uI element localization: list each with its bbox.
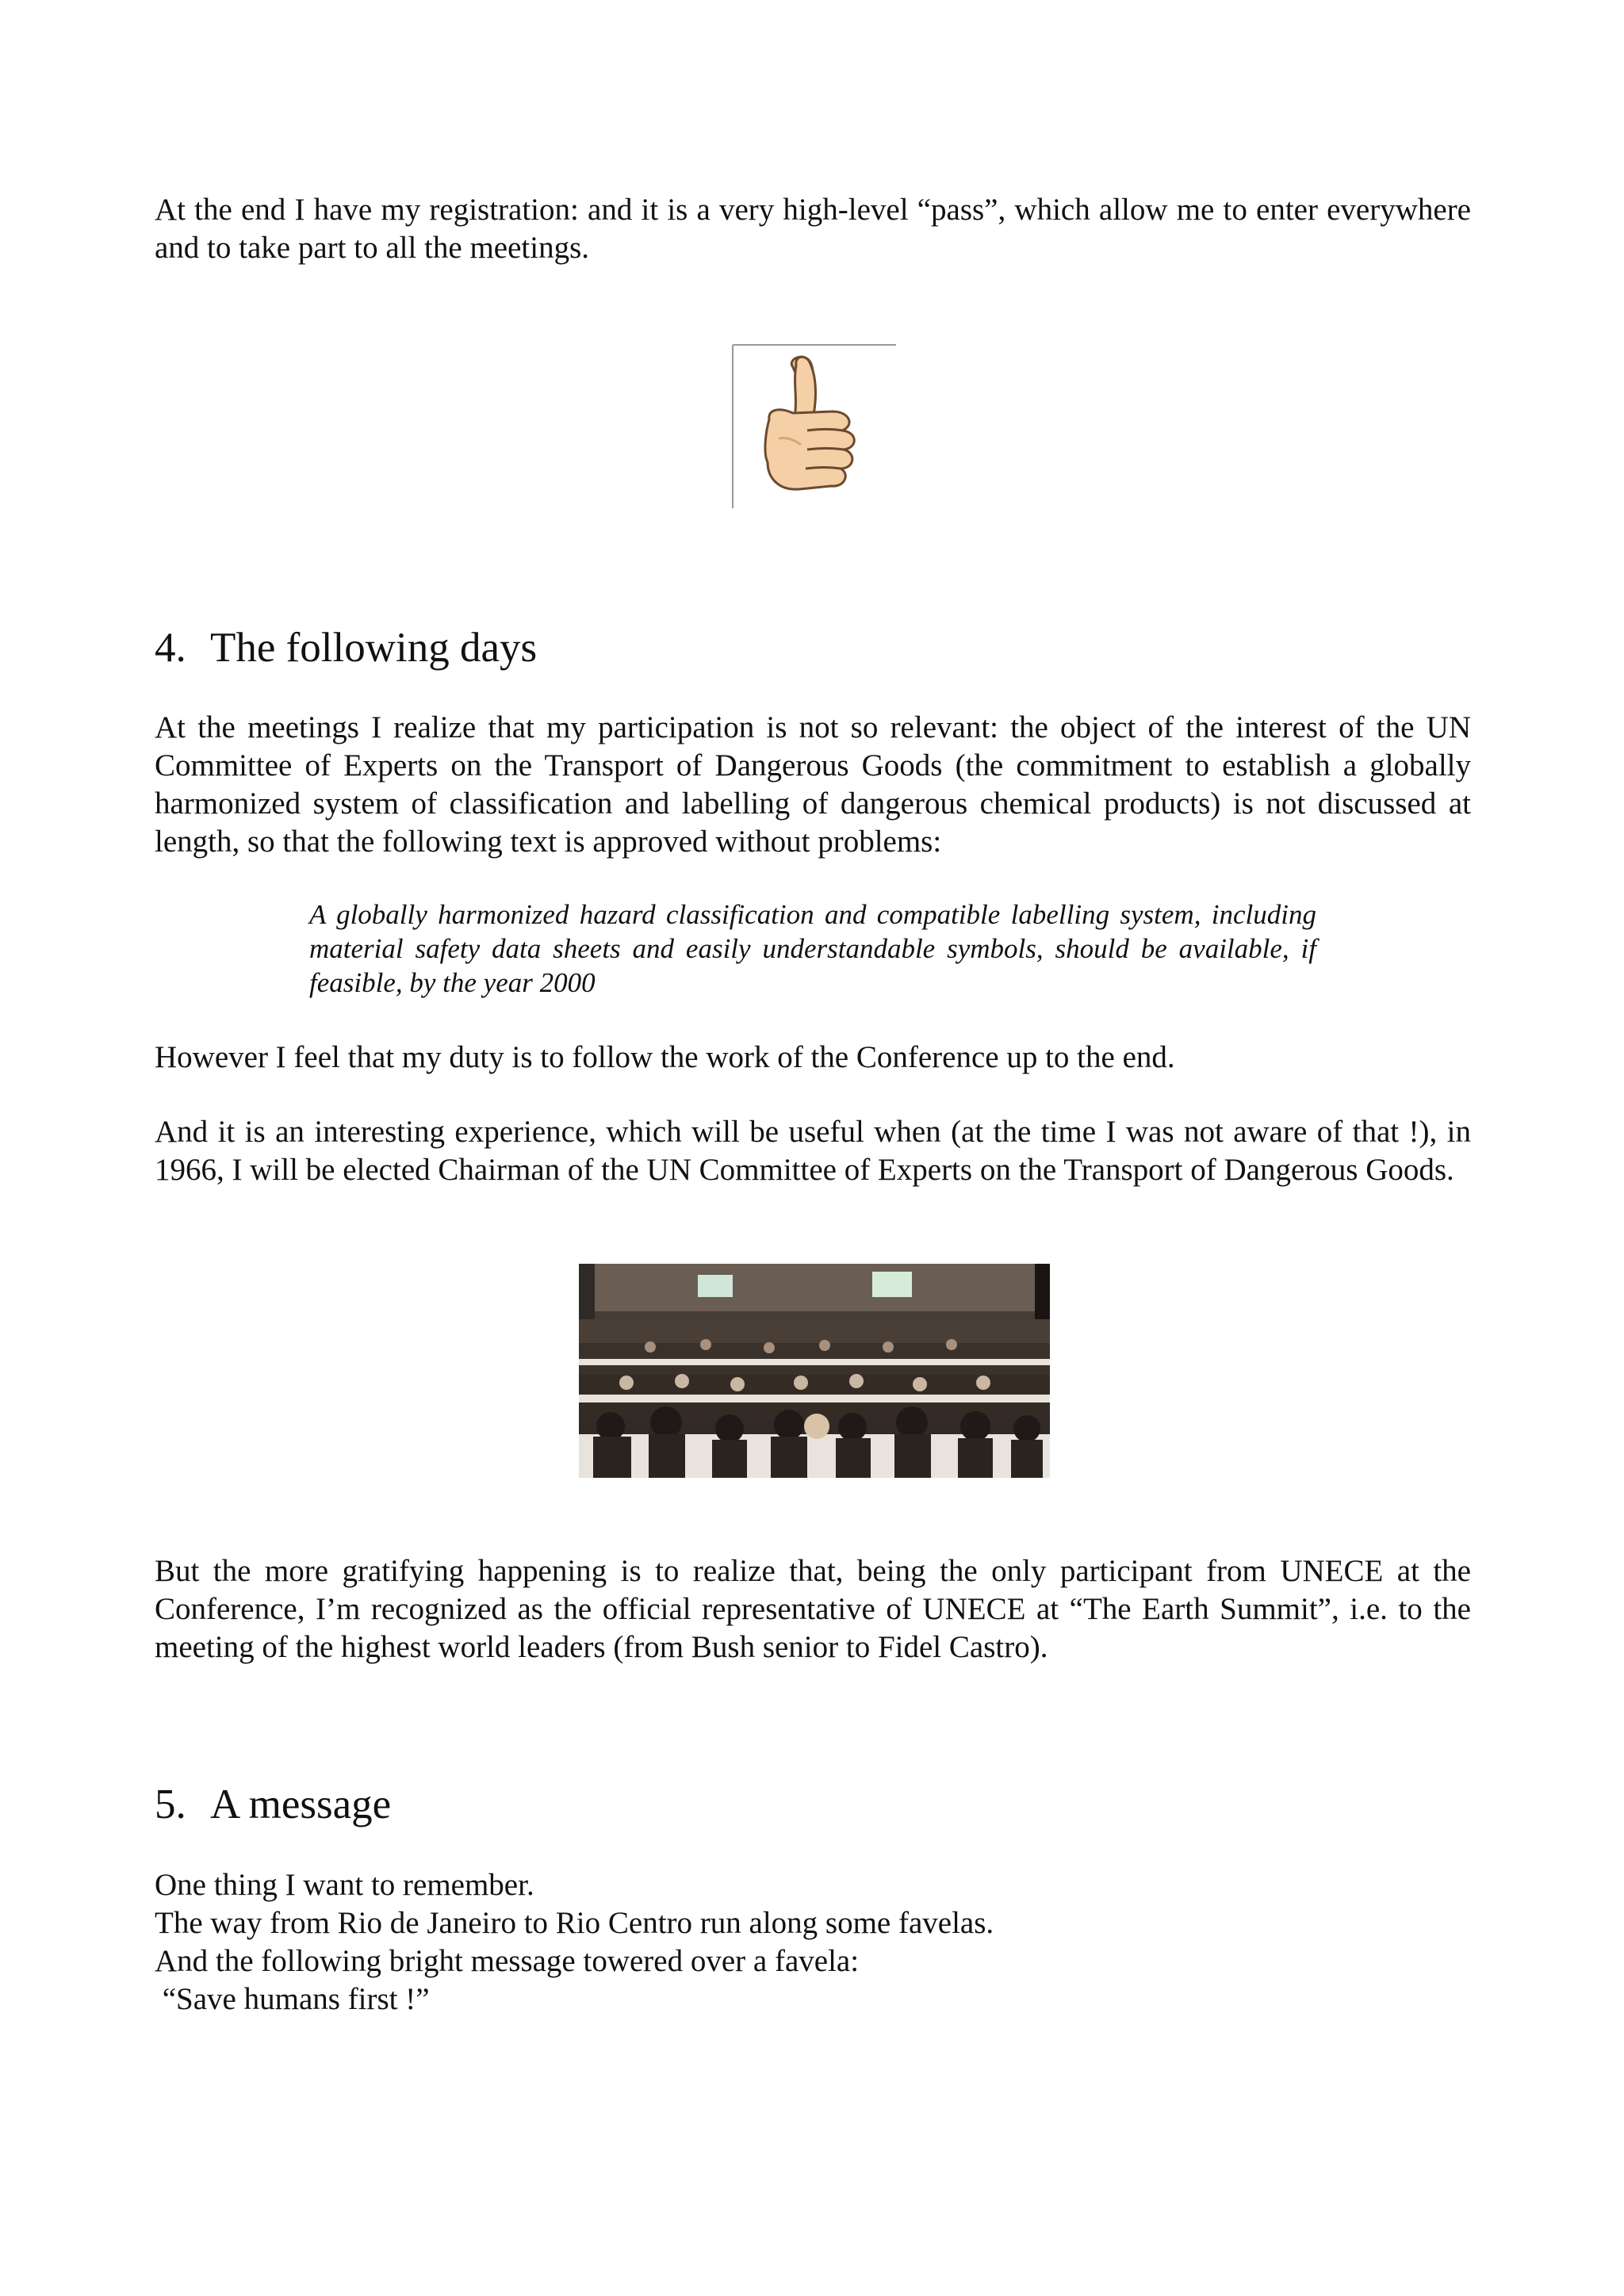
paragraph-meetings: At the meetings I realize that my participation is not so relevant: the object of the interest of the UN Committee of Experts on the Transport of Dangerous Goods (the commitment to establish a globally harmonized system of classification and labelling of dangerous chemical products) is not discussed at length, so that the following text is approved without problems: [155,710,1471,859]
message-line: The way from Rio de Janeiro to Rio Centro run along some favelas. [155,1906,994,1940]
paragraph-gratifying: But the more gratifying happening is to realize that, being the only participant from UNECE at the Conference, I’m recognized as the official representative of UNECE at “The Earth Summit”, i.e. to the meeting of the highest world leaders (from Bush senior to Fidel Castro). [155,1554,1471,1664]
thumbs-up-icon [731,343,898,510]
section-heading-4 [155,622,537,673]
paragraph-experience: And it is an interesting experience, which will be useful when (at the time I was not aware of that !), in 1966, I will be elected Chairman of the UN Committee of Experts on the Transport of Dangerous Goods. [155,1115,1471,1187]
conference-photo [579,1264,1050,1478]
section-number: 4. [155,625,186,671]
message-block [155,1866,1471,2019]
section-heading-5 [155,1779,391,1830]
message-line: “Save humans first !” [155,1982,430,2016]
message-line: And the following bright message towered over a favela: [155,1944,860,1978]
message-line: One thing I want to remember. [155,1868,534,1902]
paragraph-duty: However I feel that my duty is to follow the work of the Conference up to the end. [155,1040,1175,1074]
section-title: The following days [210,625,538,671]
block-quote: A globally harmonized hazard classification and compatible labelling system, including material safety data sheets and easily understandable symbols, should be available, if feasible, by the year 2000 [309,899,1316,998]
section-title: A message [210,1781,392,1827]
paragraph-registration: At the end I have my registration: and it is a very high-level “pass”, which allow me to enter everywhere and to take part to all the meetings. [155,193,1471,265]
section-number: 5. [155,1781,186,1827]
